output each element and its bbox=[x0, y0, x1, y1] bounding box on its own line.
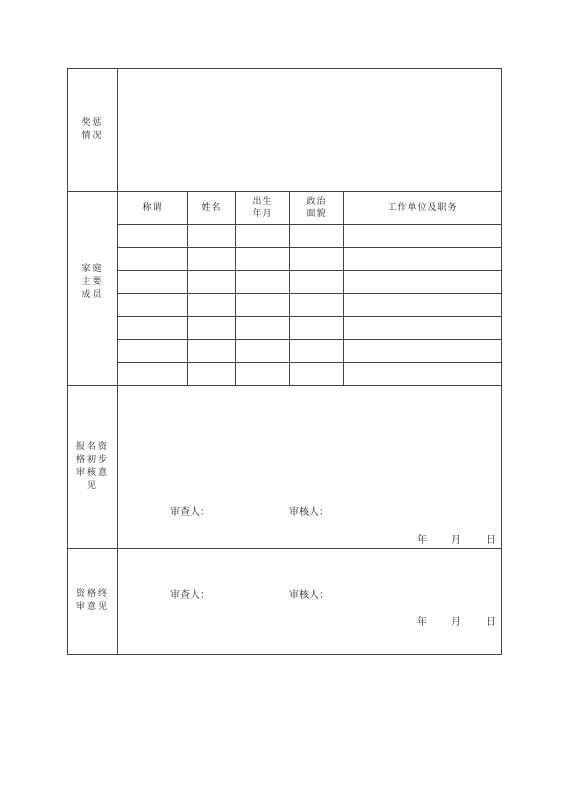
family-row-line bbox=[117, 339, 501, 340]
family-row-line bbox=[117, 224, 501, 225]
final-year: 年 bbox=[417, 617, 427, 628]
final-approver-signature[interactable] bbox=[335, 585, 415, 605]
family-header-relation: 称谓 bbox=[142, 203, 163, 213]
preliminary-approver-signature[interactable] bbox=[335, 502, 415, 522]
family-header-birth: 出生 年月 bbox=[252, 197, 273, 219]
family-col-line bbox=[187, 191, 188, 385]
final-month: 月 bbox=[451, 617, 461, 628]
family-header-work: 工作单位及职务 bbox=[387, 203, 458, 213]
family-header-name: 姓名 bbox=[201, 203, 222, 213]
awards-content-field[interactable] bbox=[118, 70, 501, 190]
family-section-bottom bbox=[68, 385, 501, 386]
family-col-line bbox=[343, 191, 344, 385]
preliminary-day: 日 bbox=[486, 535, 496, 546]
family-row-line bbox=[117, 362, 501, 363]
preliminary-year: 年 bbox=[417, 535, 427, 546]
final-checker-label: 审查人： bbox=[170, 590, 210, 601]
awards-label: 奖惩 情况 bbox=[81, 118, 104, 141]
family-row-line bbox=[117, 293, 501, 294]
family-col-line bbox=[235, 191, 236, 385]
final-checker-signature[interactable] bbox=[216, 585, 278, 605]
family-label: 家庭 主要 成员 bbox=[81, 264, 104, 300]
preliminary-approver-label: 审核人： bbox=[289, 507, 329, 518]
final-day: 日 bbox=[486, 617, 496, 628]
preliminary-checker-label: 审查人： bbox=[170, 507, 210, 518]
preliminary-review-label: 报名资 格初步 审核意 见 bbox=[75, 442, 109, 491]
family-col-line bbox=[289, 191, 290, 385]
awards-section-bottom bbox=[68, 191, 501, 192]
final-review-label: 资格终 审意见 bbox=[75, 589, 109, 612]
preliminary-month: 月 bbox=[451, 535, 461, 546]
family-row-line bbox=[117, 316, 501, 317]
preliminary-section-bottom bbox=[68, 548, 501, 549]
family-header-political: 政治 面貌 bbox=[306, 197, 327, 219]
family-row-line bbox=[117, 247, 501, 248]
registration-form-table bbox=[67, 68, 502, 655]
final-approver-label: 审核人： bbox=[289, 590, 329, 601]
family-row-line bbox=[117, 270, 501, 271]
preliminary-checker-signature[interactable] bbox=[216, 502, 278, 522]
